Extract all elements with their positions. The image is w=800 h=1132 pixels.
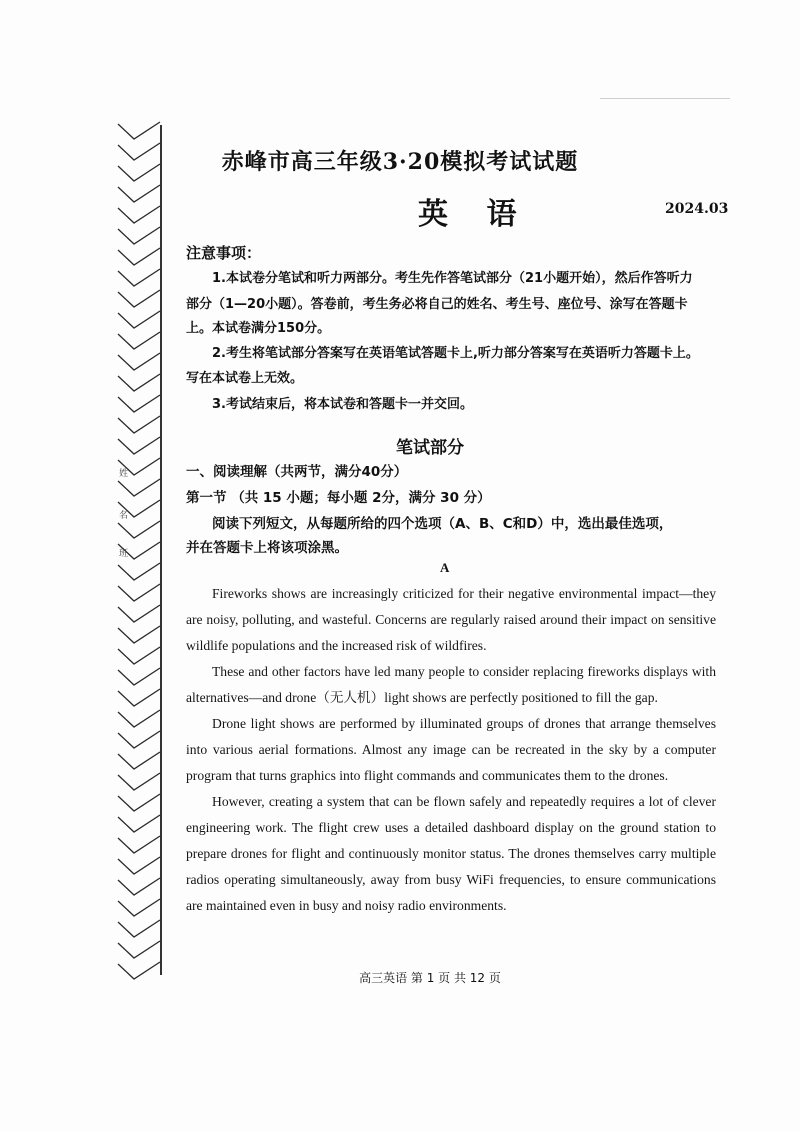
- top-rule: [600, 98, 730, 99]
- instruction-line1: 阅读下列短文，从每题所给的四个选项（A、B、C和D）中，选出最佳选项，: [212, 516, 673, 532]
- binding-zigzag-mark: [118, 122, 160, 139]
- binding-zigzag-mark: [118, 689, 160, 706]
- binding-zigzag-mark: [118, 584, 160, 601]
- page-footer: 高三英语 第 1 页 共 12 页: [359, 971, 501, 985]
- binding-zigzag-mark: [118, 836, 160, 853]
- exam-date: 2024.03: [665, 201, 729, 217]
- passage-paragraph-3: Drone light shows are performed by illuminated groups of drones that arrange themselves into various aerial formations. Almost any image can be recreated in the sky by a computer program that turns graphics into flight commands and communicates them to the drones.: [186, 716, 716, 783]
- binding-label-name-2: 名: [117, 510, 127, 519]
- binding-zigzag-mark: [118, 605, 160, 622]
- passage-label: A: [440, 560, 450, 575]
- binding-zigzag-mark: [118, 206, 160, 223]
- notice-item3: 3.考试结束后，将本试卷和答题卡一并交回。: [212, 397, 473, 412]
- binding-zigzag-mark: [118, 752, 160, 769]
- instruction-line2: 并在答题卡上将该项涂黑。: [186, 540, 348, 556]
- binding-line: [160, 125, 162, 975]
- notice-heading: 注意事项：: [186, 244, 262, 262]
- binding-zigzag-mark: [118, 563, 160, 580]
- binding-zigzag-mark: [118, 626, 160, 643]
- notice-item1-line1: 1.本试卷分笔试和听力两部分。考生先作答笔试部分（21小题开始），然后作答听力: [212, 271, 693, 286]
- binding-label-name-1: 姓: [117, 468, 127, 477]
- passage-paragraph-4: However, creating a system that can be flown safely and repeatedly requires a lot of clever engineering work. The flight crew uses a detailed dashboard display on the ground station to prepare drones for flight and continuously monitor status. The drones themselves carry multiple radios operating simultaneously, away from busy WiFi frequencies, to ensure communications are maintained even in busy and noisy radio environments.: [186, 794, 716, 913]
- binding-zigzag-mark: [118, 227, 160, 244]
- binding-zigzag-mark: [118, 710, 160, 727]
- binding-zigzag-mark: [118, 878, 160, 895]
- notice-item1-line3: 上。本试卷满分150分。: [186, 321, 331, 336]
- section-title: 笔试部分: [396, 438, 464, 458]
- binding-zigzag-mark: [118, 773, 160, 790]
- passage-body: [186, 581, 716, 919]
- notice-item2-line2: 写在本试卷上无效。: [186, 371, 304, 386]
- binding-zigzag-mark: [118, 794, 160, 811]
- binding-zigzag-mark: [118, 395, 160, 412]
- binding-zigzag-mark: [118, 248, 160, 265]
- binding-zigzag-mark: [118, 920, 160, 937]
- binding-zigzag-mark: [118, 899, 160, 916]
- binding-zigzag-mark: [118, 269, 160, 286]
- binding-zigzag-mark: [118, 647, 160, 664]
- binding-zigzag-mark: [118, 353, 160, 370]
- binding-zigzag-mark: [118, 941, 160, 958]
- binding-zigzag-mark: [118, 290, 160, 307]
- binding-zigzag-mark: [118, 416, 160, 433]
- binding-zigzag-mark: [118, 731, 160, 748]
- notice-item2-line1: 2.考生将笔试部分答案写在英语笔试答题卡上,听力部分答案写在英语听力答题卡上。: [212, 346, 699, 361]
- notice-item1-line2: 部分（1—20小题）。答卷前，考生务必将自己的姓名、考生号、座位号、涂写在答题卡: [186, 297, 688, 312]
- binding-zigzag-mark: [118, 668, 160, 685]
- passage-paragraph-2: These and other factors have led many people to consider replacing fireworks displays with alternatives—and drone（无人机）light shows are perfectly positioned to fill the gap.: [186, 664, 716, 705]
- binding-zigzag-mark: [118, 521, 160, 538]
- exam-title: 赤峰市高三年级3·20模拟考试试题: [221, 149, 579, 175]
- binding-zigzag-mark: [118, 479, 160, 496]
- binding-zigzag-mark: [118, 332, 160, 349]
- part1-heading: 一、阅读理解（共两节，满分40分）: [186, 464, 408, 480]
- binding-zigzag-mark: [118, 185, 160, 202]
- binding-label-class-1: 班: [117, 548, 127, 557]
- binding-zigzag-mark: [118, 815, 160, 832]
- binding-zigzag-mark: [118, 374, 160, 391]
- exam-subject: 英 语: [418, 197, 531, 232]
- subsection1-heading: 第一节 （共 15 小题；每小题 2分，满分 30 分）: [186, 490, 491, 506]
- binding-zigzag-mark: [118, 311, 160, 328]
- passage-paragraph-1: Fireworks shows are increasingly criticized for their negative environmental impact—they are noisy, polluting, and wasteful. Concerns are regularly raised around their impact on sensitive wildlife populations and the increased risk of wildfires.: [186, 586, 716, 653]
- binding-zigzag-mark: [118, 857, 160, 874]
